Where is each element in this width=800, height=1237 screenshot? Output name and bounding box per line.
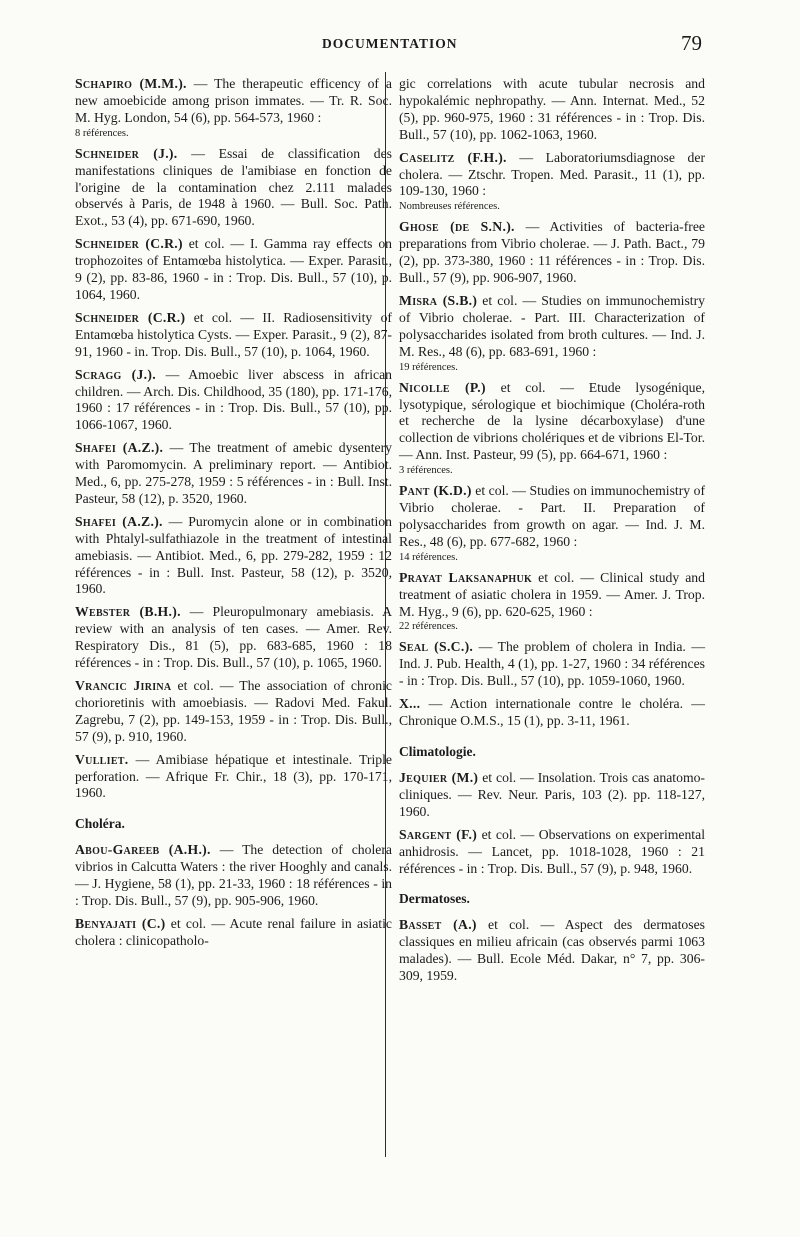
entry-text: et col. — Acute renal failure in asiatic cholera : clinicopatholo- — [75, 915, 392, 948]
bibliography-entry — [75, 514, 392, 599]
entry-author: Scragg (J.). — [75, 366, 156, 382]
bibliography-entry — [75, 76, 392, 140]
bibliography-entry — [75, 236, 392, 304]
entry-author: Caselitz (F.H.). — [399, 149, 507, 165]
bibliography-entry — [399, 770, 705, 821]
entry-text: gic correlations with acute tubular necrosis and hypokalémic nephropathy. — Ann. Internat. Med., 52 (5), pp. 960-975, 1960 : 31 références - in : Trop. Dis. Bull., 57 (10), pp. 1062-1063, 1960. — [399, 76, 705, 142]
entry-text: — Pleuropulmonary amebiasis. A review with an analysis of ten cases. — Amer. Rev. Respiratory Dis., 81 (5), pp. 683-685, 1960 : 18 références - in : Trop. Dis. Bull., 57 (10), p. 1065, 1960. — [75, 604, 392, 671]
entry-author: Pant (K.D.) — [399, 483, 472, 499]
entry-text: et col. — Insolation. Trois cas anatomo-cliniques. — Rev. Neur. Paris, 103 (2). pp. 118-127, 1960. — [399, 770, 705, 819]
entry-author: Shafei (A.Z.). — [75, 440, 164, 456]
bibliography-entry — [399, 827, 705, 878]
running-title: DOCUMENTATION — [322, 36, 458, 51]
bibliography-entry — [399, 570, 705, 634]
entry-author: Schapiro (M.M.). — [75, 76, 187, 91]
left-column — [75, 76, 392, 956]
entry-author: Basset (A.) — [399, 917, 477, 933]
entry-author: Seal (S.C.). — [399, 639, 474, 655]
section-heading: Climatologie. — [399, 744, 476, 759]
running-header — [0, 31, 800, 58]
bibliography-entry — [75, 752, 392, 803]
bibliography-entry — [75, 678, 392, 746]
entry-text: et col. — Studies on immunochemistry of Vibrio cholerae. - Part. III. Characterization of polysaccharides isolated from broth cultures. — Ind. J. M. Res., 48 (6), pp. 683-691, 1960 : — [399, 292, 705, 359]
entry-author: Benyajati (C.) — [75, 915, 166, 931]
entry-text: — The treatment of amebic dysentery with Paromomycin. A preliminary report. — Antibiot. Med., 6, pp. 275-278, 1959 : 5 références - in : Bull. Inst. Pasteur, 58 (12), p. 3520, 1960. — [75, 440, 392, 506]
entry-author: Sargent (F.) — [399, 826, 478, 842]
entry-text: — Action internationale contre le choléra. — Chronique O.M.S., 15 (1), pp. 3-11, 1961. — [399, 696, 705, 729]
entry-text: et col. — Observations on experimental anhidrosis. — Lancet, pp. 1018-1028, 1960 : 21 références - in : Trop. Dis. Bull., 57 (9), p. 948, 1960. — [399, 826, 705, 876]
entry-text: et col. — Aspect des dermatoses classiques en milieu africain (cas observés parmi 1063 malades). — Bull. Ecole Méd. Dakar, n° 7, pp. 306-309, 1959. — [399, 917, 705, 984]
entry-note: Nombreuses références. — [399, 201, 500, 213]
section-heading: Choléra. — [75, 816, 125, 832]
entry-text: — Activities of bacteria-free preparations from Vibrio cholerae. — J. Path. Bact., 79 (2), pp. 373-380, 1960 : 11 références - in : Trop. Dis. Bull., 57 (9), pp. 906-907, 1960. — [399, 219, 705, 286]
bibliography-entry — [75, 604, 392, 672]
entry-text: et col. — Clinical study and treatment of asiatic cholera in 1959. — Amer. J. Trop. M. Hyg., 9 (6), pp. 620-625, 1960 : — [399, 569, 705, 619]
bibliography-entry — [75, 440, 392, 508]
entry-text: — The therapeutic efficency of a new amoebicide among prison immates. — Tr. R. Soc. M. Hyg. London, 54 (6), pp. 564-573, 1960 : — [75, 76, 392, 125]
entry-author: Schneider (J.). — [75, 145, 178, 161]
entry-author: Ghose (de S.N.). — [399, 219, 515, 235]
entry-author: Misra (S.B.) — [399, 292, 478, 308]
entry-note: 19 références. — [399, 361, 458, 373]
entry-text: — Amibiase hépatique et intestinale. Triple perforation. — Afrique Fr. Chir., 18 (3), pp. 170-171, 1960. — [75, 751, 392, 801]
bibliography-entry — [75, 146, 392, 231]
entry-text: — Puromycin alone or in combination with Phtalyl-sulfathiazole in the treatment of intestinal amebiasis. — Antibiot. Med., 6, pp. 279-282, 1959 : 12 références - in : Bull. Inst. Pasteur, 58 (12), p. 3520, 1960. — [75, 513, 392, 597]
entry-text: — Essai de classification des manifestations cliniques de l'amibiase en fonction de l'origine de la contamination chez 2.111 malades observés à Paris, de 1948 à 1960. — Bull. Soc. Path. Exot., 53 (4), pp. 671-690, 1960. — [75, 145, 392, 229]
entry-author: Schneider (C.R.) — [75, 236, 183, 252]
entry-text: et col. — Etude lysogénique, lysotypique, sérologique et biochimique (Choléra-roth et recherche de la lysine décarboxylase) d'une collection de vibrions cholériques et de vibrions El-Tor. — Ann. Inst. Pasteur, 99 (5), pp. 664-671, 1960 : — [399, 379, 706, 463]
entry-author: Webster (B.H.). — [75, 604, 181, 620]
entry-author: Prayat Laksanaphuk — [399, 569, 533, 585]
entry-note: 3 références. — [399, 465, 453, 477]
entry-text: — Amoebic liver abscess in african children. — Arch. Dis. Childhood, 35 (180), pp. 171-176, 1960 : 17 références - in : Trop. Dis. Bull., 57 (10), pp. 1066-1067, 1960. — [75, 366, 392, 433]
entry-note: 14 références. — [399, 551, 458, 563]
bibliography-entry — [399, 293, 705, 374]
bibliography-entry — [399, 483, 705, 564]
bibliography-entry — [75, 842, 392, 910]
bibliography-entry-continued — [399, 76, 705, 144]
entry-author: Shafei (A.Z.). — [75, 513, 163, 529]
bibliography-entry — [75, 367, 392, 435]
bibliography-entry — [399, 917, 705, 985]
entry-note: 22 références. — [399, 621, 458, 633]
entry-author: Schneider (C.R.) — [75, 309, 186, 325]
section-heading: Dermatoses. — [399, 891, 470, 907]
entry-author: Nicolle (P.) — [399, 379, 486, 395]
entry-text: — Laboratoriumsdiagnose der cholera. — Ztschr. Tropen. Med. Parasit., 11 (1), pp. 109-130, 1960 : — [399, 149, 705, 199]
bibliography-entry — [399, 696, 705, 730]
entry-author: X... — [399, 696, 421, 712]
entry-text: et col. — The association of chronic chorioretinis with amoebiasis. — Radovi Med. Fakul. Zagrebu, 7 (2), pp. 149-153, 1959 - in : Trop. Dis. Bull., 57 (9), p. 910, 1960. — [75, 678, 392, 744]
bibliography-entry — [399, 639, 705, 690]
right-column — [399, 76, 705, 991]
entry-author: Vrancic Jirina — [75, 678, 172, 693]
bibliography-entry — [399, 380, 705, 478]
entry-note: 8 références. — [75, 127, 129, 139]
page-number: 79 — [681, 31, 702, 55]
entry-author: Abou-Gareeb (A.H.). — [75, 842, 211, 858]
entry-author: Vulliet. — [75, 751, 129, 767]
entry-text: — The problem of cholera in India. — Ind. J. Pub. Health, 4 (1), pp. 1-27, 1960 : 34 références - in : Trop. Dis. Bull., 57 (10), pp. 1059-1060, 1960. — [399, 639, 706, 689]
bibliography-entry — [75, 310, 392, 361]
bibliography-entry — [75, 916, 392, 950]
entry-text: et col. — II. Radiosensitivity of Entamœba histolytica Cysts. — Exper. Parasit., 9 (2), 87-91, 1960 - in. Trop. Dis. Bull., 57 (10), p. 1064, 1960. — [75, 309, 392, 359]
entry-text: et col. — I. Gamma ray effects on trophozoites of Entamœba histolytica. — Exper. Parasit., 9 (2), pp. 83-86, 1960 - in : Trop. Dis. Bull., 57 (10), p. 1064, 1960. — [75, 236, 393, 302]
bibliography-entry — [399, 150, 705, 214]
entry-text: — The detection of cholera vibrios in Calcutta Waters : the river Hooghly and canals. — J. Hygiene, 58 (1), pp. 21-33, 1960 : 18 références - in : Trop. Dis. Bull., 57 (9), pp. 905-906, 1960. — [75, 842, 393, 909]
entry-text: et col. — Studies on immunochemistry of Vibrio cholerae. - Part. II. Preparation of polysaccharides from growth on agar. — Ind. J. M. Res., 48 (6), pp. 677-682, 1960 : — [399, 483, 706, 549]
bibliography-entry — [399, 219, 705, 287]
entry-author: Jequier (M.) — [399, 770, 479, 785]
